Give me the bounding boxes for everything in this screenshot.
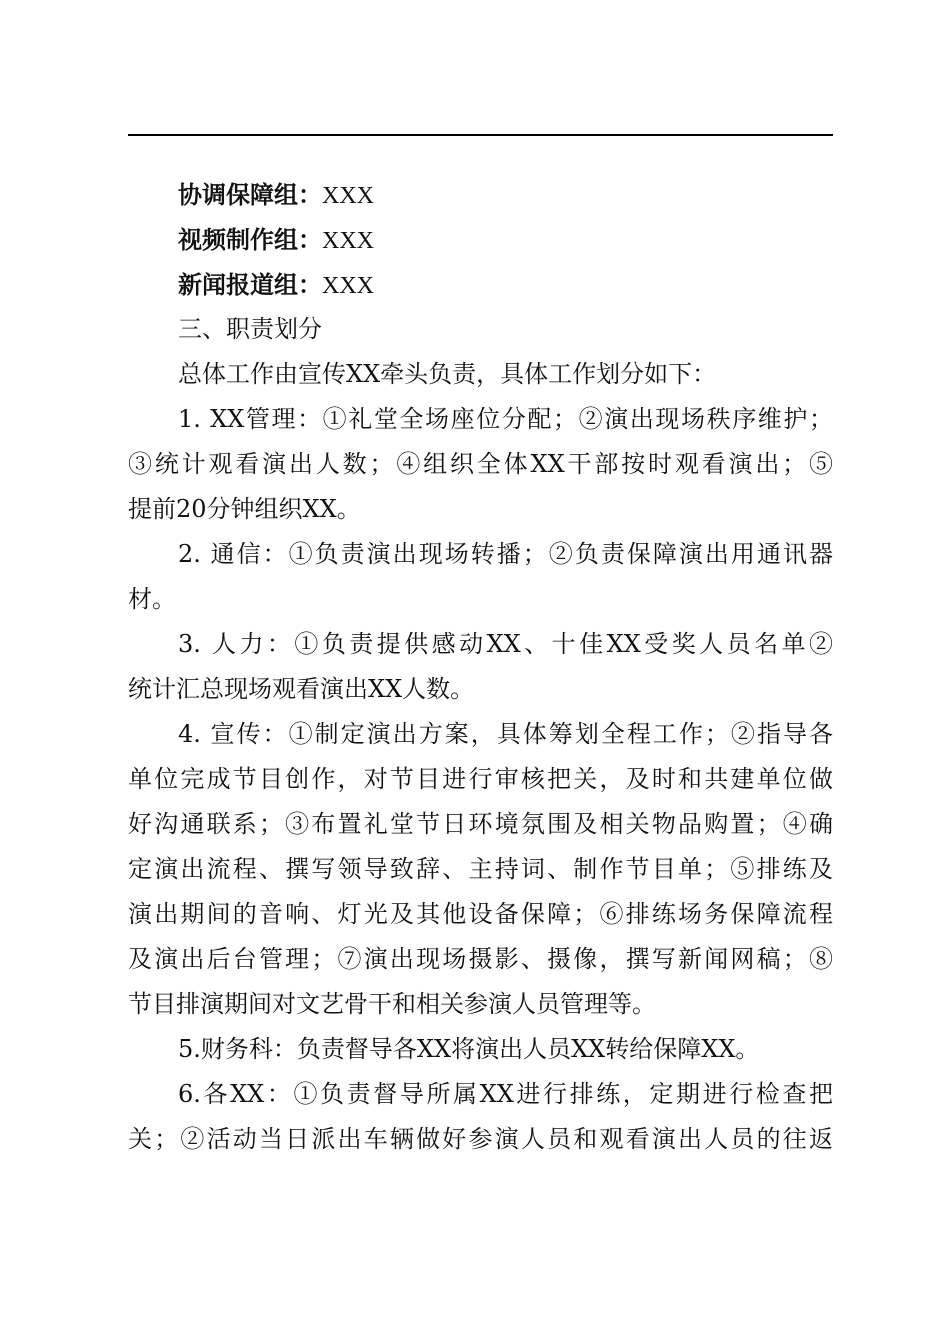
group-label: 新闻报道组：: [178, 270, 322, 299]
item-1-line-1: 1. XX管理：①礼堂全场座位分配；②演出现场秩序维护；: [178, 405, 833, 433]
item-5-line-1: 5.财务科：负责督导各XX将演出人员XX转给保障XX。: [178, 1035, 760, 1063]
item-4-line-6: 及演出后台管理；⑦演出现场摄影、摄像，撰写新闻网稿；⑧: [128, 945, 833, 973]
item-1-line-2: ③统计观看演出人数；④组织全体XX干部按时观看演出；⑤: [128, 450, 833, 478]
item-4-line-5: 演出期间的音响、灯光及其他设备保障；⑥排练场务保障流程: [128, 900, 833, 928]
item-3-line-1: 3. 人力：①负责提供感动XX、十佳XX受奖人员名单②: [178, 630, 833, 658]
item-2-line-1: 2. 通信：①负责演出现场转播；②负责保障演出用通讯器: [178, 540, 833, 568]
intro-line: 总体工作由宣传XX牵头负责，具体工作划分如下：: [178, 360, 717, 388]
item-4-line-3: 好沟通联系；③布置礼堂节日环境氛围及相关物品购置；④确: [128, 810, 833, 838]
item-1-line-3: 提前20分钟组织XX。: [128, 495, 361, 523]
document-body: [128, 172, 833, 1162]
item-6-line-1: 6.各XX：①负责督导所属XX进行排练，定期进行检查把: [178, 1080, 833, 1108]
item-4-line-4: 定演出流程、撰写领导致辞、主持词、制作节目单；⑤排练及: [128, 855, 833, 883]
group-label: 视频制作组：: [178, 225, 322, 254]
item-4-line-1: 4. 宣传：①制定演出方案，具体筹划全程工作；②指导各: [178, 720, 833, 748]
item-4-line-7: 节目排演期间对文艺骨干和相关参演人员管理等。: [128, 990, 656, 1018]
item-4-line-2: 单位完成节目创作，对节目进行审核把关，及时和共建单位做: [128, 765, 833, 793]
group-line-video: [128, 217, 833, 262]
group-label: 协调保障组：: [178, 180, 322, 209]
section-title: 三、职责划分: [178, 315, 322, 343]
item-2-line-2: 材。: [128, 585, 176, 613]
group-value: XXX: [322, 183, 374, 209]
group-line-coordination: [128, 172, 833, 217]
item-3-line-2: 统计汇总现场观看演出XX人数。: [128, 675, 475, 703]
header-rule: [128, 134, 833, 136]
group-value: XXX: [322, 228, 374, 254]
group-line-news: [128, 262, 833, 307]
item-6-line-2: 关；②活动当日派出车辆做好参演人员和观看演出人员的往返: [128, 1125, 833, 1153]
group-value: XXX: [322, 273, 374, 299]
